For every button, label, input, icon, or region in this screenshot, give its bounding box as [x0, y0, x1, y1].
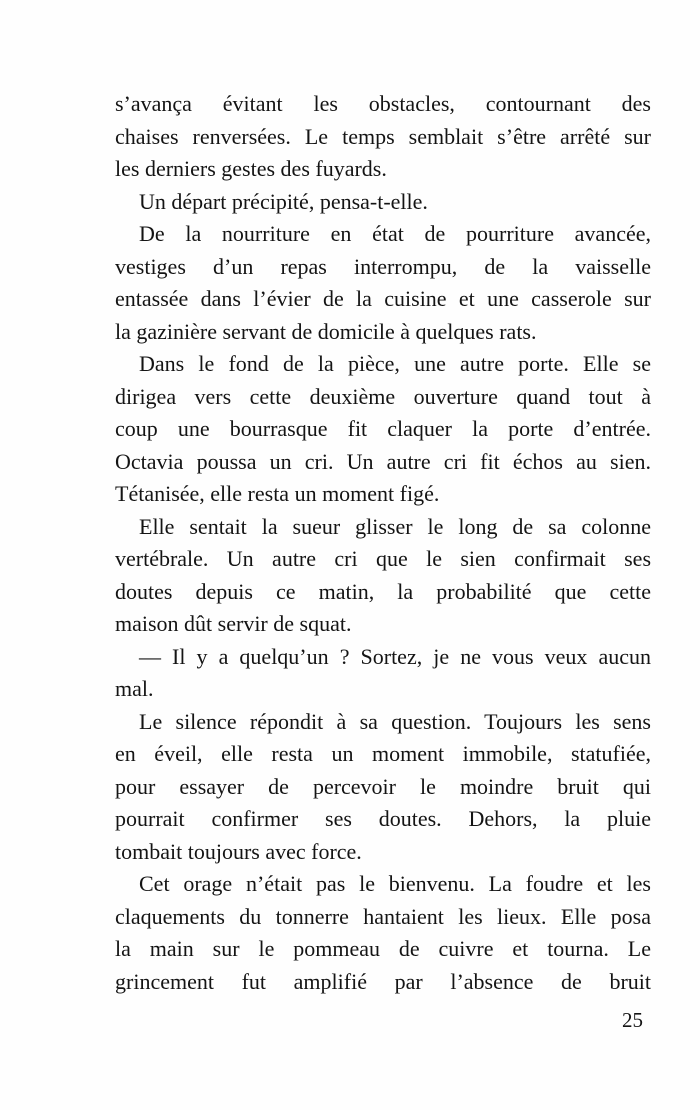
text-line: pourrait confirmer ses doutes. Dehors, la pluie	[115, 806, 651, 831]
paragraph	[115, 218, 651, 348]
paragraph	[115, 868, 651, 998]
text-line: Dans le fond de la pièce, une autre porte. Elle se	[139, 351, 651, 376]
text-line: coup une bourrasque fit claquer la porte d’entrée.	[115, 416, 651, 441]
paragraph	[115, 706, 651, 869]
text-line: dirigea vers cette deuxième ouverture quand tout à	[115, 383, 651, 409]
text-line: De la nourriture en état de pourriture avancée,	[139, 221, 651, 246]
text-line: les derniers gestes des fuyards.	[115, 156, 387, 181]
paragraph	[115, 348, 651, 511]
text-line: grincement fut amplifié par l’absence de bruit	[115, 968, 651, 994]
text-line: Tétanisée, elle resta un moment figé.	[115, 481, 440, 506]
text-line: Cet orage n’était pas le bienvenu. La foudre et les	[139, 871, 651, 896]
text-line: — Il y a quelqu’un ? Sortez, je ne vous veux aucun	[139, 643, 651, 669]
text-line: chaises renversées. Le temps semblait s’être arrêté sur	[115, 123, 651, 149]
text-line: en éveil, elle resta un moment immobile, statufiée,	[115, 741, 651, 766]
text-line: Elle sentait la sueur glisser le long de sa colonne	[139, 513, 651, 539]
text-line: la main sur le pommeau de cuivre et tourna. Le	[115, 936, 651, 961]
paragraph	[115, 511, 651, 641]
text-line: tombait toujours avec force.	[115, 838, 362, 864]
text-line: mal.	[115, 676, 154, 701]
text-line: s’avança évitant les obstacles, contournant des	[115, 91, 651, 116]
text-line: Un départ précipité, pensa-t-elle.	[139, 188, 428, 214]
text-line: Octavia poussa un cri. Un autre cri fit échos au sien.	[115, 448, 651, 474]
text-line: doutes depuis ce matin, la probabilité que cette	[115, 578, 651, 604]
page-text-block	[115, 88, 651, 998]
paragraph	[115, 186, 651, 219]
text-line: vertébrale. Un autre cri que le sien confirmait ses	[115, 546, 651, 571]
text-line: claquements du tonnerre hantaient les lieux. Elle posa	[115, 903, 651, 929]
text-line: Le silence répondit à sa question. Toujours les sens	[139, 708, 651, 734]
page-number: 25	[622, 1008, 643, 1032]
text-line: vestiges d’un repas interrompu, de la vaisselle	[115, 253, 651, 279]
text-line: maison dût servir de squat.	[115, 611, 352, 636]
paragraph	[115, 88, 651, 186]
text-line: pour essayer de percevoir le moindre bruit qui	[115, 773, 651, 799]
text-line: la gazinière servant de domicile à quelques rats.	[115, 318, 537, 344]
text-line: entassée dans l’évier de la cuisine et une casserole sur	[115, 286, 651, 311]
paragraph	[115, 641, 651, 706]
